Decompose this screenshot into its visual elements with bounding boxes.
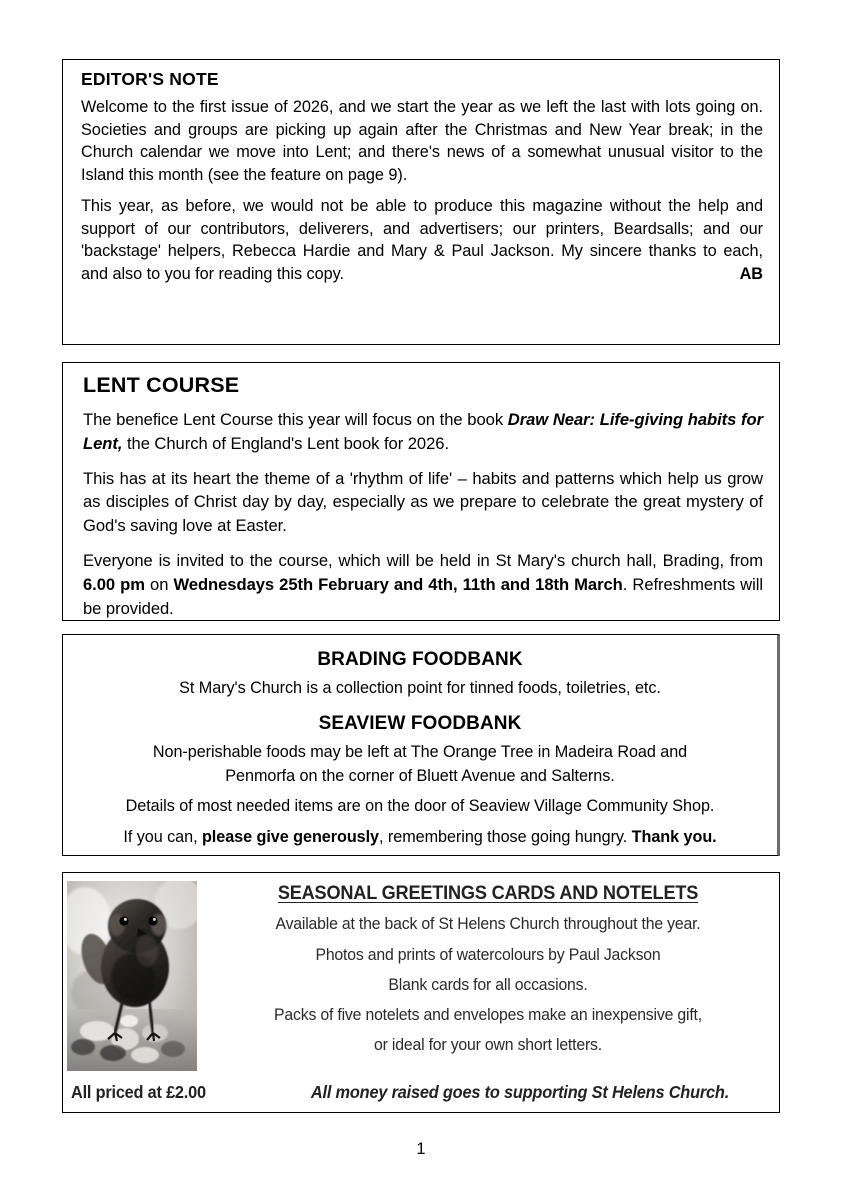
editors-note-paragraph-2-text: This year, as before, we would not be able to produce this magazine without the help and support of our contributors, deliverers, and advertisers; our printers, Beardsalls; and our 'backstage' helpers, Rebecca Hardie and Mary & Paul Jackson. My sincere thanks to each, and also to you for reading this copy. [81, 196, 763, 284]
advert-price: All priced at £2.00 [71, 1082, 206, 1102]
seasonal-cards-advert-box [62, 872, 780, 1113]
advert-line-4: Packs of five notelets and envelopes make an inexpensive gift, [274, 1005, 702, 1025]
lent-course-p1-after: the Church of England's Lent book for 2026. [122, 433, 450, 453]
lent-course-p1-before: The benefice Lent Course this year will focus on the book [83, 409, 508, 429]
foodbank-appeal-line [77, 827, 763, 849]
brading-foodbank-line: St Mary's Church is a collection point for tinned foods, toiletries, etc. [179, 678, 661, 697]
foodbank-details-line: Details of most needed items are on the door of Seaview Village Community Shop. [125, 797, 715, 816]
advert-line-1: Available at the back of St Helens Church throughout the year. [275, 914, 701, 934]
foodbank-appeal-mid: , remembering those going hungry. [379, 827, 632, 846]
editors-note-box [62, 59, 780, 345]
advert-line-3: Blank cards for all occasions. [388, 974, 588, 994]
robin-photo [67, 881, 197, 1071]
brading-foodbank-heading: BRADING FOODBANK [317, 649, 523, 670]
advert-title: SEASONAL GREETINGS CARDS AND NOTELETS [277, 882, 699, 904]
foodbank-appeal-before: If you can, [123, 827, 202, 846]
lent-course-paragraph-2: This has at its heart the theme of a 'rhythm of life' – habits and patterns which help us grow as disciples of Christ day by day, especially as we prepare to celebrate the great mystery of God's saving love at Easter. [83, 468, 763, 536]
editors-note-heading: EDITOR'S NOTE [81, 69, 219, 89]
advert-money-raised: All money raised goes to supporting St Helens Church. [310, 1082, 730, 1102]
lent-course-box [62, 362, 780, 621]
lent-course-p3-after: . Refreshments will be provided. [83, 575, 763, 619]
lent-course-paragraph-1 [83, 408, 763, 456]
lent-course-dates: Wednesdays 25th February and 4th, 11th and 18th March [173, 575, 623, 595]
advert-line-5: or ideal for your own short letters. [374, 1035, 602, 1055]
advert-line-2: Photos and prints of watercolours by Paul Jackson [315, 944, 661, 964]
foodbank-thank-you: Thank you. [631, 827, 717, 846]
seaview-foodbank-heading: SEAVIEW FOODBANK [318, 713, 522, 735]
advert-text-block [203, 878, 773, 1065]
seaview-foodbank-line-1: Non-perishable foods may be left at The Orange Tree in Madeira Road and [152, 743, 688, 762]
editors-note-paragraph-1: Welcome to the first issue of 2026, and we start the year as we left the last with lots going on. Societies and groups are picking up again after the Christmas and New Year break; in the Church calendar we move into Lent; and there's news of a somewhat unusual visitor to the Island this month (see the feature on page 9). [81, 98, 763, 185]
editors-note-signature: AB [739, 265, 763, 284]
foodbank-appeal-bold: please give generously [201, 827, 380, 846]
lent-course-heading: LENT COURSE [83, 373, 240, 397]
lent-course-p3-mid: on [144, 575, 174, 595]
seaview-foodbank-line-2: Penmorfa on the corner of Bluett Avenue and Salterns. [225, 766, 615, 785]
advert-inner [63, 873, 779, 1112]
lent-course-book-title: Draw Near: Life-giving habits for Lent, [83, 409, 763, 453]
editors-note-paragraph-2 [81, 195, 763, 286]
lent-course-time: 6.00 pm [83, 575, 145, 595]
lent-course-paragraph-3 [83, 549, 763, 621]
page-number: 1 [416, 1140, 426, 1158]
lent-course-p3-before: Everyone is invited to the course, which will be held in St Mary's church hall, Brading, from [83, 551, 763, 571]
foodbank-box [62, 634, 780, 856]
